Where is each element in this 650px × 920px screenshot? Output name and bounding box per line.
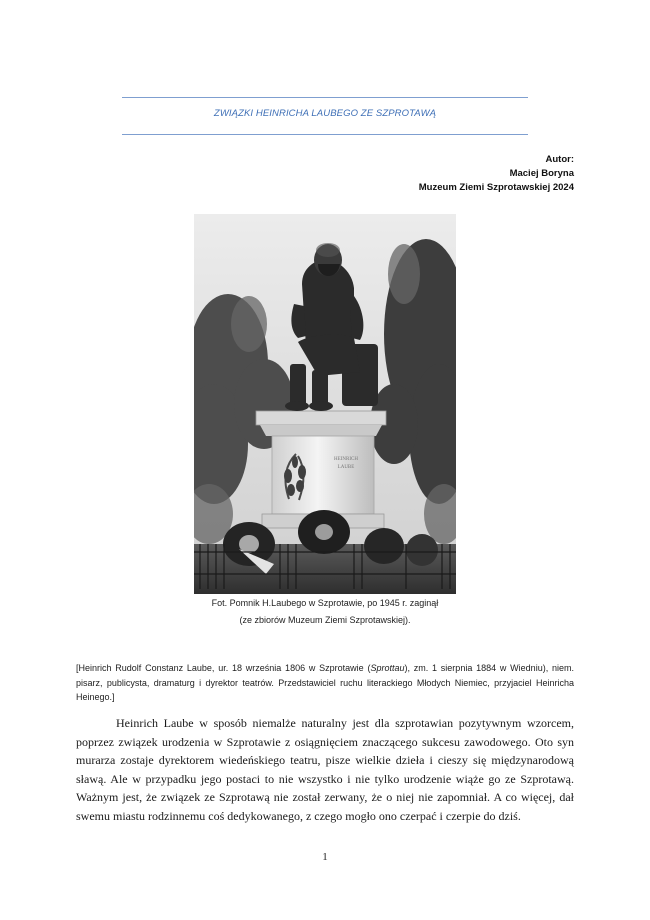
author-institution: Muzeum Ziemi Szprotawskiej 2024 [418, 182, 574, 193]
header-rule-top [122, 97, 528, 98]
author-block [419, 153, 574, 195]
photo-caption-line-1: Fot. Pomnik H.Laubego w Szprotawie, po 1945 r. zaginął [211, 598, 439, 608]
author-label: Autor: [545, 154, 574, 165]
monument-photo [194, 214, 456, 594]
monument-photo-illustration [194, 214, 456, 594]
author-name: Maciej Boryna [509, 168, 574, 179]
monument-inscription-1: HEINRICH [334, 457, 358, 462]
body-paragraph: Heinrich Laube w sposób niemalże naturalny jest dla szprotawian pozytywnym wzorcem, poprzez związek urodzenia w Szprotawie z osiągnięciem znaczącego sukcesu zawodowego. Oto syn murarza zostaje dyrektorem wiedeńskiego teatru, pisze wielkie dzieła i cieszy się międzynarodową sławą. Ale w przypadku jego postaci to nie wszystko i nie tylko urodzenie wiąże go ze Szprotawą. Ważnym jest, że związek ze Szprotawą nie został zerwany, że o niej nie zapomniał. A co więcej, dał swemu miastu rodzinnemu coś dedykowanego, z czego mogło ono czerpać i czerpie do dziś. [76, 716, 574, 823]
photo-caption-line-2: (ze zbiorów Muzeum Ziemi Szprotawskiej). [239, 615, 411, 625]
bio-text-end: ), zm. 1 sierpnia 1884 w Wiedniu), niem. pisarz, publicysta, dramaturg i dyrektor teatrów. Przedstawiciel ruchu literackiego Młodych Niemiec, przyjaciel Heinricha Heinego.] [76, 663, 574, 702]
bio-german-place-name: Sprottau [370, 663, 405, 673]
biographical-note [76, 661, 574, 705]
bio-text-start: [Heinrich Rudolf Constanz Laube, ur. 18 września 1806 w Szprotawie ( [76, 663, 371, 673]
monument-inscription-2: LAUBE [337, 465, 355, 470]
document-title: ZWIĄZKI HEINRICHA LAUBEGO ZE SZPROTAWĄ [213, 108, 437, 119]
page-number: 1 [322, 851, 328, 863]
header-rule-bottom [122, 134, 528, 135]
